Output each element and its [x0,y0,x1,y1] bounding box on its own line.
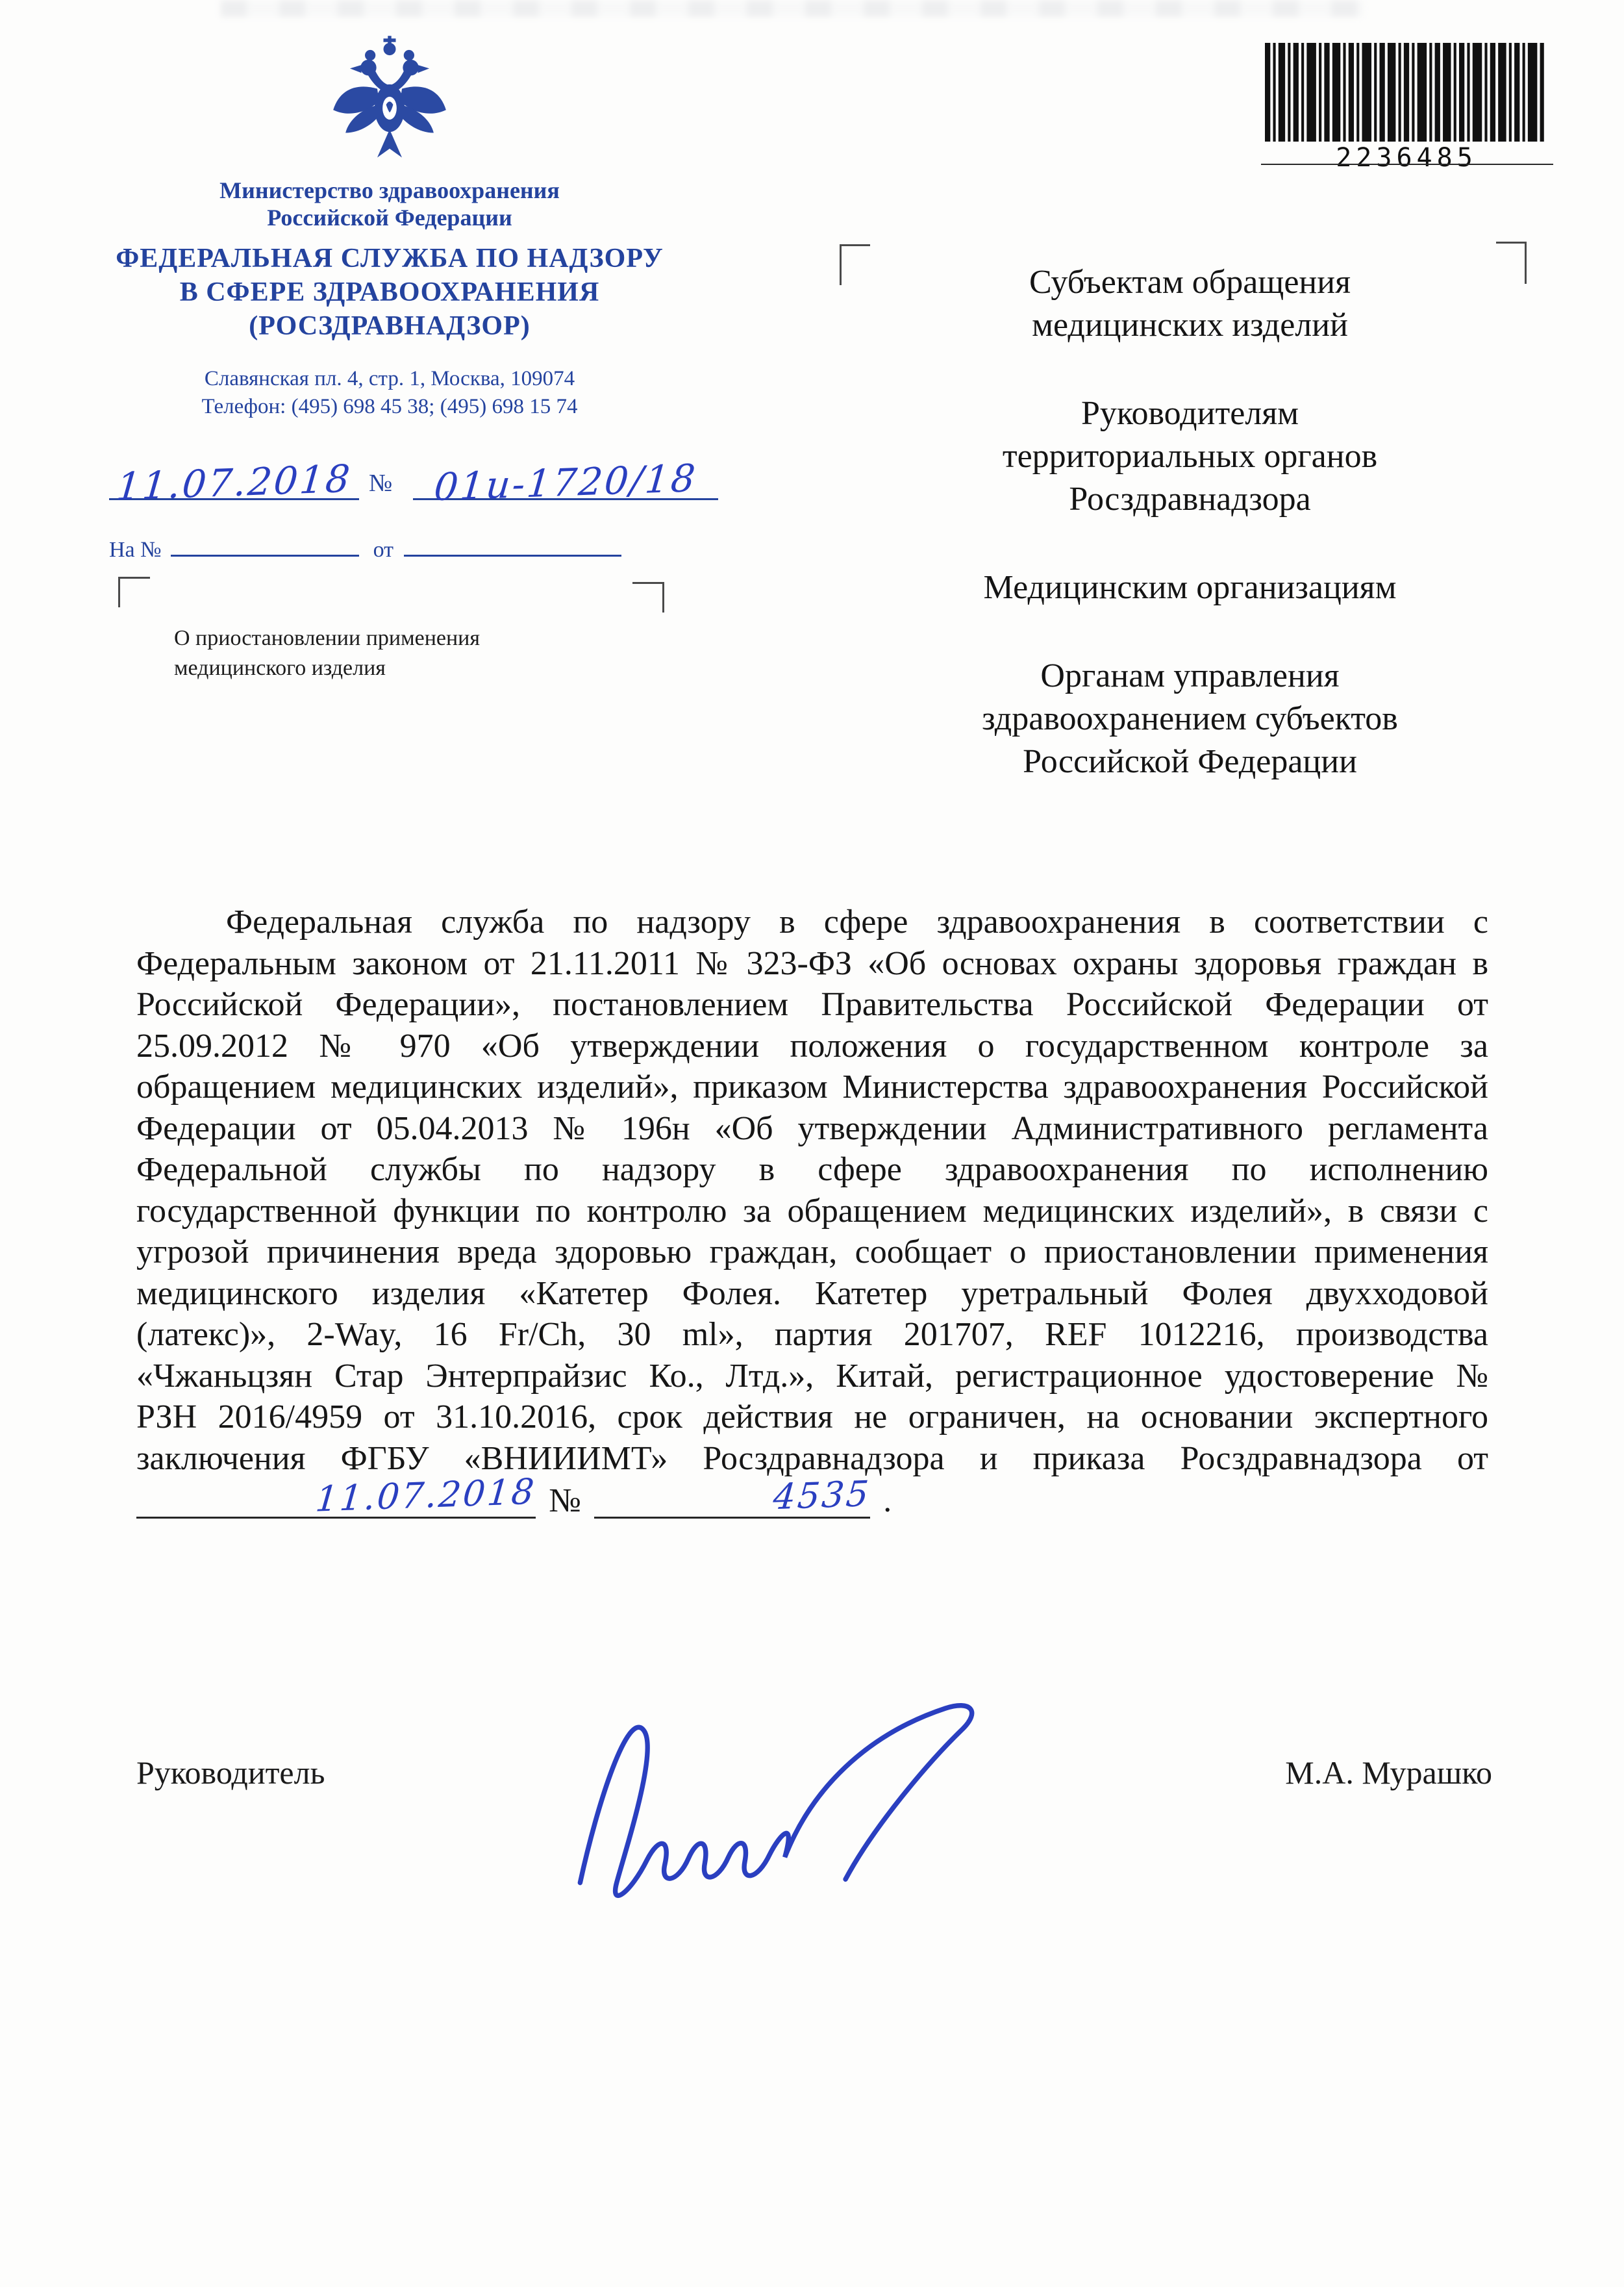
addressee-line: Росздравнадзора [1069,481,1311,518]
outgoing-number-handwritten: 01и-1720/18 [432,455,699,510]
order-number-field [594,1472,872,1519]
addressee-line: территориальных органов [1002,438,1378,475]
reply-from-label: от [373,538,394,562]
scan-artifact [221,0,1364,17]
reply-date-blank [404,533,621,557]
addressee-line: Субъектам обращения [1029,264,1351,301]
addressee-line: медицинских изделий [1032,307,1348,344]
ministry-name [68,177,711,231]
service-name-line3: (РОСЗДРАВНАДЗОР) [249,311,531,341]
addressees-block [860,261,1519,829]
reply-to-label: На № [109,538,162,562]
ministry-name-line2: Российской Федерации [267,205,512,231]
outgoing-number-field [413,448,718,510]
barcode-underline [1261,164,1553,165]
ministry-name-line1: Министерство здравоохранения [219,177,560,203]
body-paragraph [136,902,1488,1522]
contact-block [68,365,711,421]
addressee-line: Медицинским организациям [983,569,1397,606]
barcode-bars [1265,43,1548,142]
signer-title: Руководитель [136,1754,325,1791]
phone-line: Телефон: (495) 698 45 38; (495) 698 15 74 [201,395,578,418]
subject-block [174,624,480,683]
addressee-group [860,392,1519,521]
russia-coat-of-arms-icon [328,34,451,170]
reply-reference-line [109,533,621,562]
service-name-line1: ФЕДЕРАЛЬНАЯ СЛУЖБА ПО НАДЗОРУ [116,244,664,273]
subject-line1: О приостановлении применения [174,626,481,650]
body-paragraph-text: Федеральная служба по надзору в сфере здравоохранения в соответствии с Федеральным законом от 21.11.2011 № 323-ФЗ «Об основах охраны здоровья граждан в Российской Федерации», постановлением Правительства Российской Федерации от 25.09.2012 № 970 «Об утверждении положения о государственном контроле за обращением медицинских изделий», приказом Министерства здравоохранения Российской Федерации от 05.04.2013 № 196н «Об утверждении Административного регламента Федеральной службы по надзору в сфере здравоохранения по исполнению государственной функции по контролю за обращением медицинских изделий», в связи с угрозой причинения вреда здоровью граждан, сообщает о приостановлении применения медицинского изделия «Катетер Фолея. Катетер уретральный Фолея двухходовой (латекс)», 2-Way, 16 Fr/Ch, 30 ml», партия 201707, REF 1012216, производства «Чжаньцзян Стар Энтерпрайзис Ко., Лтд.», Китай, регистрационное удостоверение № РЗН 2016/4959 от 31.10.2016, срок действия не ограничен, на основании экспертного заключения ФГБУ «ВНИИИМТ» Росздравнадзора и приказа Росздравнадзора от [136,903,1488,1477]
addressee-line: Руководителям [1081,395,1299,432]
outgoing-reference-line [109,447,732,510]
barcode-number: 2236485 [1336,143,1477,173]
signature-scribble [542,1660,990,1913]
sentence-period: . [883,1482,892,1519]
addressee-group [860,566,1519,609]
addressee-group [860,655,1519,783]
subject-zone-corner-right [632,582,664,613]
outgoing-date-handwritten: 11.07.2018 [114,456,354,509]
addressee-line: Органам управления [1040,657,1340,694]
signer-name: М.А. Мурашко [1285,1754,1492,1791]
service-name-line2: В СФЕРЕ ЗДРАВООХРАНЕНИЯ [179,277,600,307]
addressee-line: здравоохранением субъектов [982,700,1398,737]
order-date-handwritten: 11.07.2018 [314,1471,538,1520]
outgoing-date-field [109,448,359,509]
addressee-line: Российской Федерации [1023,743,1357,780]
address-line: Славянская пл. 4, стр. 1, Москва, 109074 [204,367,575,390]
reply-number-blank [171,533,359,557]
subject-line2: медицинского изделия [174,656,386,680]
number-sign: № [369,470,393,497]
order-number-sign: № [549,1482,581,1519]
barcode [1265,43,1548,173]
order-date-field [136,1471,538,1520]
subject-zone-corner-left [118,577,150,607]
addressee-group [860,261,1519,347]
order-number-handwritten: 4535 [771,1472,872,1518]
service-name [68,242,711,343]
